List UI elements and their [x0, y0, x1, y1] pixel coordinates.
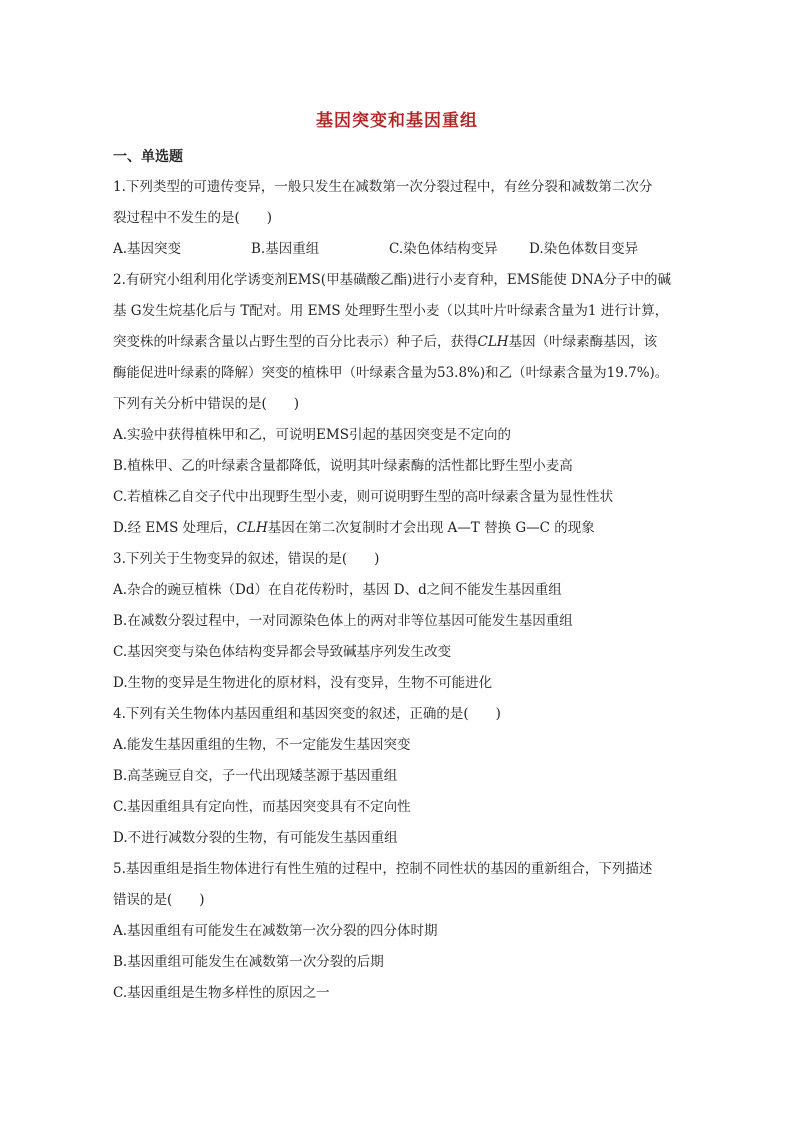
option-c: C.染色体结构变异: [389, 241, 498, 257]
question-5-option-c: C.基因重组是生物多样性的原因之一: [113, 985, 330, 1001]
question-2-line-4: 酶能促进叶绿素的降解）突变的植株甲（叶绿素含量为53.8%)和乙（叶绿素含量为19.7%)。: [113, 365, 669, 381]
question-2-option-c: C.若植株乙自交子代中出现野生型小麦，则可说明野生型的高叶绿素含量为显性性状: [113, 489, 614, 505]
question-1-options: [113, 234, 683, 265]
question-2-line-3b: 基因（叶绿素酶基因，该: [508, 334, 658, 350]
question-2-line-3a: 突变株的叶绿素含量以占野生型的百分比表示）种子后，获得: [113, 334, 478, 350]
question-2-line-3: [113, 327, 683, 358]
question-5-line-1: 5.基因重组是指生物体进行有性生殖的过程中，控制不同性状的基因的重新组合，下列描述: [113, 861, 653, 877]
section-heading: 一、单选题: [113, 149, 183, 165]
question-3-option-a: A.杂合的豌豆植株（Dd）在自花传粉时，基因 D、d之间不能发生基因重组: [113, 582, 562, 598]
question-2-line-2: 基 G发生烷基化后与 T配对。用 EMS 处理野生型小麦（以其叶片叶绿素含量为1 进行计算，: [113, 303, 669, 319]
question-2-option-b: B.植株甲、乙的叶绿素含量都降低，说明其叶绿素酶的活性都比野生型小麦高: [113, 458, 573, 474]
question-1-line-2: 裂过程中不发生的是( ): [113, 210, 273, 226]
option-d-rest: 基因在第二次复制时才会出现 A—T 替换 G—C 的现象: [267, 520, 595, 536]
gene-name: CLH: [236, 520, 268, 536]
question-4-option-d: D.不进行减数分裂的生物，有可能发生基因重组: [113, 830, 398, 846]
question-5-line-2: 错误的是( ): [113, 892, 205, 908]
question-1-line-1: 1.下列类型的可遗传变异，一般只发生在减数第一次分裂过程中，有丝分裂和减数第二次分: [113, 179, 653, 195]
question-3-option-c: C.基因突变与染色体结构变异都会导致碱基序列发生改变: [113, 644, 452, 660]
option-d-prefix: D.经 EMS 处理后，: [113, 520, 237, 536]
option-b: B.基因重组: [251, 241, 320, 257]
gene-name: CLH: [477, 334, 509, 350]
question-2-line-1: 2.有研究小组利用化学诱变剂EMS(甲基磺酸乙酯)进行小麦育种，EMS能使 DNA分子中的碱: [113, 272, 671, 288]
option-d: D.染色体数目变异: [529, 241, 639, 257]
question-5-option-b: B.基因重组可能发生在减数第一次分裂的后期: [113, 954, 384, 970]
question-4-option-c: C.基因重组具有定向性，而基因突变具有不定向性: [113, 799, 411, 815]
question-2-line-5: 下列有关分析中错误的是( ): [113, 396, 300, 412]
question-2-option-a: A.实验中获得植株甲和乙，可说明EMS引起的基因突变是不定向的: [113, 427, 511, 443]
question-3-option-d: D.生物的变异是生物进化的原材料，没有变异，生物不可能进化: [113, 675, 493, 691]
question-4-option-b: B.高茎豌豆自交，子一代出现矮茎源于基因重组: [113, 768, 398, 784]
question-list: [113, 172, 683, 1009]
question-3-option-b: B.在减数分裂过程中，一对同源染色体上的两对非等位基因可能发生基因重组: [113, 613, 573, 629]
question-4-option-a: A.能发生基因重组的生物，不一定能发生基因突变: [113, 737, 411, 753]
question-4-line-1: 4.下列有关生物体内基因重组和基因突变的叙述，正确的是( ): [113, 706, 501, 722]
question-2-option-d: [113, 513, 683, 544]
option-a: A.基因突变: [113, 241, 182, 257]
page-title: 基因突变和基因重组: [316, 111, 478, 131]
question-3-line-1: 3.下列关于生物变异的叙述，错误的是( ): [113, 551, 380, 567]
question-5-option-a: A.基因重组有可能发生在减数第一次分裂的四分体时期: [113, 923, 438, 939]
